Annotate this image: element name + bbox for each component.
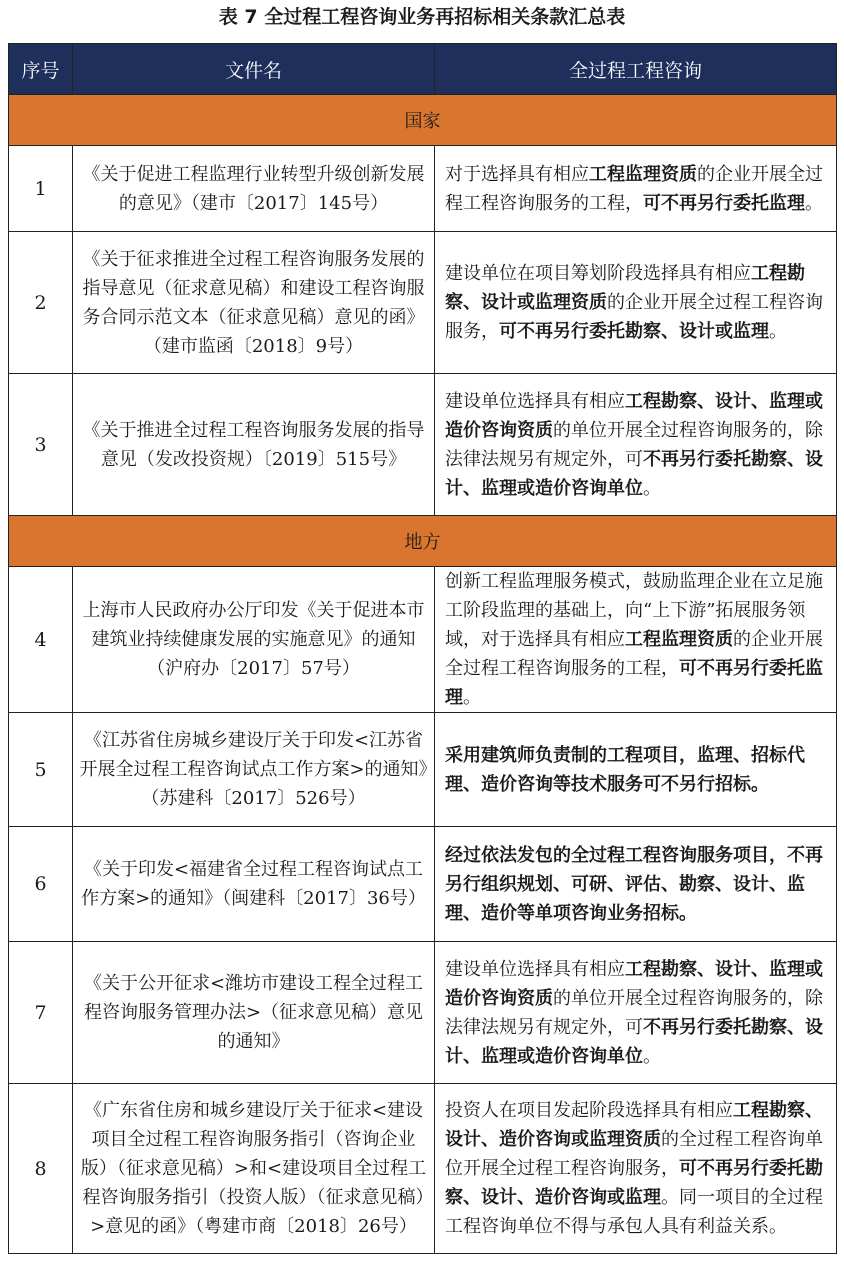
clause-run: 的企业开展全过程工程咨询服务， xyxy=(445,292,823,342)
clause-run: 。 xyxy=(769,321,787,342)
clause-bold-run: 工程勘察、设计、监理或造价咨询资质 xyxy=(445,958,823,1009)
row-number: 1 xyxy=(9,146,73,232)
table-row xyxy=(9,567,837,713)
clause-run: 投资人在项目发起阶段选择具有相应 xyxy=(445,1100,733,1121)
clause-bold-run: 可不再另行委托勘察、设计、造价咨询或监理 xyxy=(445,1158,823,1208)
clause-bold-run: 工程勘察、设计或监理资质 xyxy=(445,263,805,313)
row-number: 3 xyxy=(9,374,73,516)
document-name: 《关于公开征求<潍坊市建设工程全过程工程咨询服务管理办法>（征求意见稿）意见的通知》 xyxy=(73,942,435,1084)
clause-run: 的单位开展全过程咨询服务的，除法律法规另有规定外，可 xyxy=(445,419,823,470)
clause-bold-run: 工程监理资质 xyxy=(589,163,697,185)
section-label: 地方 xyxy=(9,516,837,567)
clause-run: 对于选择具有相应 xyxy=(445,163,589,185)
header-doc: 文件名 xyxy=(73,44,435,95)
table-row xyxy=(9,827,837,942)
clause-bold-run: 不再另行委托勘察、设计、监理或造价咨询单位 xyxy=(445,448,823,499)
table-row xyxy=(9,232,837,374)
document-name: 《关于征求推进全过程工程咨询服务发展的指导意见（征求意见稿）和建设工程咨询服务合同示范文本（征求意见稿）意见的函》（建市监函〔2018〕9号） xyxy=(73,232,435,374)
document-name: 《关于印发<福建省全过程工程咨询试点工作方案>的通知》（闽建科〔2017〕36号） xyxy=(73,827,435,942)
clause-bold-run: 工程监理资质 xyxy=(625,629,733,650)
clause-bold-run: 采用建筑师负责制的工程项目，监理、招标代理、造价咨询等技术服务可不另行招标。 xyxy=(445,744,805,795)
clause-run: 的企业开展全过程工程咨询服务的工程， xyxy=(445,163,823,214)
clause-run: 建设单位在项目筹划阶段选择具有相应 xyxy=(445,263,751,284)
clause-run: 。 xyxy=(643,1045,661,1067)
row-number: 5 xyxy=(9,713,73,827)
document-name: 《广东省住房和城乡建设厅关于征求<建设项目全过程工程咨询服务指引（咨询企业版）（征求意见稿）>和<建设项目全过程工程咨询服务指引（投资人版）（征求意见稿）>意见的函》（粤建市商〔2018〕26号） xyxy=(73,1084,435,1254)
clause-run: 的全过程工程咨询单位开展全过程工程咨询服务， xyxy=(445,1129,823,1179)
clause-text xyxy=(435,827,837,942)
table-row xyxy=(9,1084,837,1254)
table-row xyxy=(9,146,837,232)
row-number: 2 xyxy=(9,232,73,374)
clause-bold-run: 工程勘察、设计、造价咨询或监理资质 xyxy=(445,1100,823,1150)
clause-run: 。 xyxy=(643,477,661,499)
clause-run: 的企业开展全过程工程咨询服务的工程， xyxy=(445,629,823,679)
document-name: 《关于推进全过程工程咨询服务发展的指导意见（发改投资规）〔2019〕515号》 xyxy=(73,374,435,516)
clause-text xyxy=(435,374,837,516)
clause-text xyxy=(435,713,837,827)
header-no: 序号 xyxy=(9,44,73,95)
row-number: 8 xyxy=(9,1084,73,1254)
section-label: 国家 xyxy=(9,95,837,146)
clause-bold-run: 可不再另行委托勘察、设计或监理 xyxy=(499,321,769,342)
clause-run: 。同一项目的全过程工程咨询单位不得与承包人具有利益关系。 xyxy=(445,1187,823,1237)
document-name: 《关于促进工程监理行业转型升级创新发展的意见》（建市〔2017〕145号） xyxy=(73,146,435,232)
section-row xyxy=(9,516,837,567)
table-row xyxy=(9,942,837,1084)
row-number: 4 xyxy=(9,567,73,713)
clause-bold-run: 可不再另行委托监理 xyxy=(643,192,805,214)
clause-run: 。 xyxy=(805,192,823,214)
row-number: 6 xyxy=(9,827,73,942)
clause-text xyxy=(435,232,837,374)
clause-run: 建设单位选择具有相应 xyxy=(445,958,625,980)
clause-bold-run: 不再另行委托勘察、设计、监理或造价咨询单位 xyxy=(445,1016,823,1067)
clause-bold-run: 经过依法发包的全过程工程咨询服务项目，不再另行组织规划、可研、评估、勘察、设计、监理、造价等单项咨询业务招标。 xyxy=(445,844,823,924)
clause-run: 。 xyxy=(463,687,481,708)
clause-text xyxy=(435,146,837,232)
clause-text xyxy=(435,1084,837,1254)
section-row xyxy=(9,95,837,146)
document-name: 《江苏省住房城乡建设厅关于印发<江苏省开展全过程工程咨询试点工作方案>的通知》（苏建科〔2017〕526号） xyxy=(73,713,435,827)
clause-run: 创新工程监理服务模式，鼓励监理企业在立足施工阶段监理的基础上，向“上下游”拓展服务领域，对于选择具有相应 xyxy=(445,571,823,650)
header-row xyxy=(9,44,837,95)
clause-text xyxy=(435,567,837,713)
clause-run: 的单位开展全过程咨询服务的，除法律法规另有规定外，可 xyxy=(445,987,823,1038)
table-row xyxy=(9,374,837,516)
document-name: 上海市人民政府办公厅印发《关于促进本市建筑业持续健康发展的实施意见》的通知（沪府办〔2017〕57号） xyxy=(73,567,435,713)
header-clause: 全过程工程咨询 xyxy=(435,44,837,95)
clause-bold-run: 可不再另行委托监理 xyxy=(445,658,823,708)
table-title: 表 7 全过程工程咨询业务再招标相关条款汇总表 xyxy=(218,6,626,28)
clause-run: 建设单位选择具有相应 xyxy=(445,390,625,412)
clause-text xyxy=(435,942,837,1084)
clause-summary-table xyxy=(8,43,837,1254)
table-row xyxy=(9,713,837,827)
clause-bold-run: 工程勘察、设计、监理或造价咨询资质 xyxy=(445,390,823,441)
row-number: 7 xyxy=(9,942,73,1084)
